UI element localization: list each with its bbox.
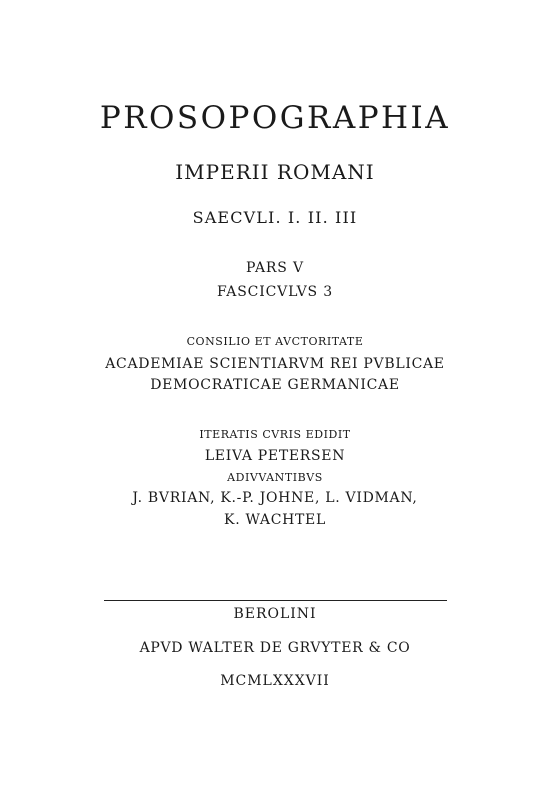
centuries-line: SAECVLI. I. II. III [192, 208, 358, 227]
part-number: PARS V [246, 260, 304, 276]
imprint-publisher: APVD WALTER DE GRVYTER & CO [139, 640, 411, 656]
imprint-city: BEROLINI [233, 606, 317, 622]
imprint-year: MCMLXXXVII [220, 673, 330, 689]
collaborators-line-1: J. BVRIAN, K.-P. JOHNE, L. VIDMAN, [132, 490, 418, 506]
book-subtitle: IMPERII ROMANI [175, 160, 375, 184]
assistants-intro: ADIVVANTIBVS [227, 471, 323, 484]
imprint-divider [104, 600, 447, 601]
academy-line-1: ACADEMIAE SCIENTIARVM REI PVBLICAE [105, 356, 445, 372]
academy-line-2: DEMOCRATICAE GERMANICAE [150, 377, 400, 393]
book-title: PROSOPOGRAPHIA [99, 100, 451, 136]
editor-name: LEIVA PETERSEN [204, 448, 346, 464]
edition-intro: ITERATIS CVRIS EDIDIT [199, 428, 351, 441]
fascicle-number: FASCICVLVS 3 [216, 284, 334, 300]
authority-intro: CONSILIO ET AVCTORITATE [186, 335, 364, 348]
collaborators-line-2: K. WACHTEL [224, 512, 326, 528]
